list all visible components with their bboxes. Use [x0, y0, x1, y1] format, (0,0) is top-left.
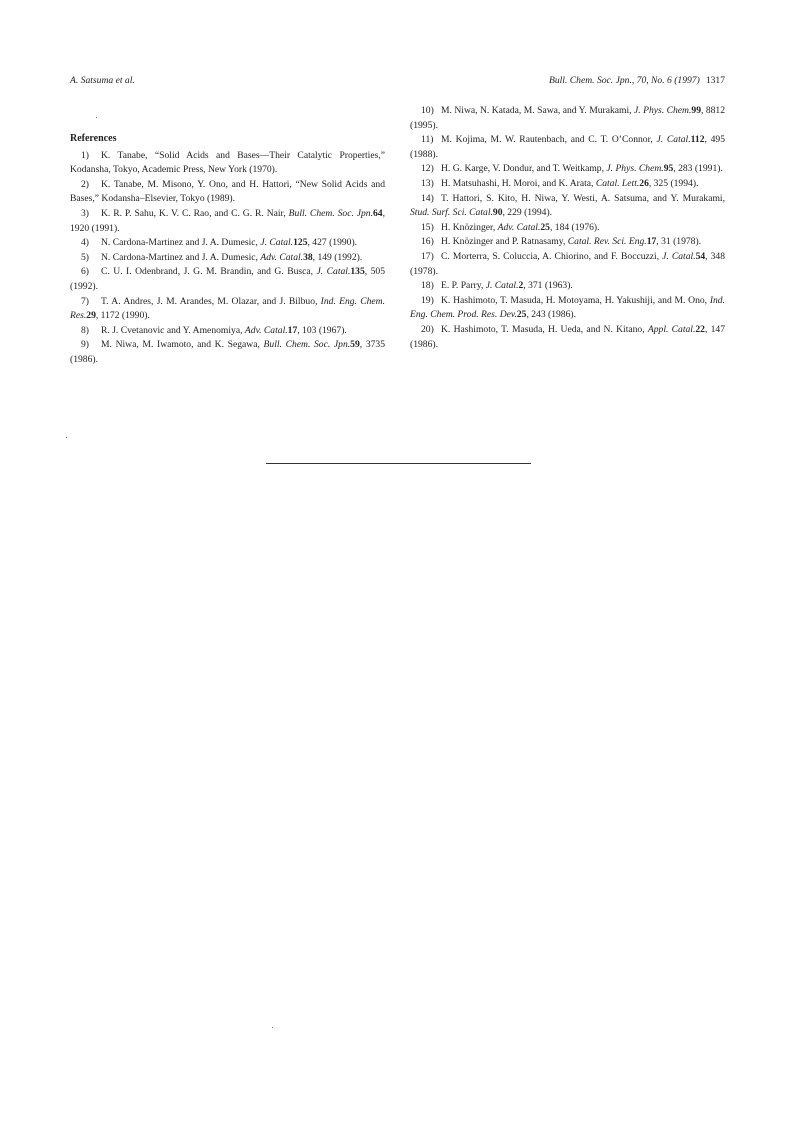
- reference-number: 12): [421, 163, 434, 175]
- reference-item: [70, 295, 385, 324]
- reference-item: [410, 250, 725, 279]
- reference-item: [410, 104, 725, 133]
- journal-citation: Bull. Chem. Soc. Jpn., 70, No. 6 (1997): [548, 75, 700, 86]
- reference-text: K. Hashimoto, T. Masuda, H. Ueda, and N. Kitano,: [441, 323, 648, 335]
- reference-number: 6): [81, 266, 89, 278]
- reference-item: [410, 221, 725, 236]
- reference-number: 3): [81, 207, 89, 219]
- reference-volume: 38: [303, 251, 313, 263]
- reference-volume: 59: [350, 339, 360, 351]
- reference-item: [410, 235, 725, 250]
- reference-number: 2): [81, 178, 89, 190]
- references-column-left: [70, 132, 385, 368]
- reference-pages: , 31 (1978).: [656, 236, 702, 248]
- references-column-right: [410, 104, 725, 352]
- reference-volume: 29: [86, 310, 96, 322]
- reference-text: K. Hashimoto, T. Masuda, H. Motoyama, H. Yakushiji, and M. Ono,: [441, 294, 710, 306]
- reference-pages: , 3735 (1986).: [70, 339, 386, 365]
- reference-volume: 99: [691, 105, 701, 116]
- reference-number: 9): [81, 339, 89, 351]
- reference-number: 15): [421, 221, 434, 233]
- reference-journal: Ind. Eng. Chem. Prod. Res. Dev.: [410, 294, 725, 321]
- reference-volume: 95: [663, 163, 674, 175]
- reference-item: [70, 236, 385, 251]
- reference-number: 8): [81, 324, 89, 336]
- reference-journal: Catal. Rev. Sci. Eng.: [567, 236, 647, 248]
- reference-pages: , 149 (1992).: [312, 251, 363, 263]
- scan-speck: [272, 1027, 273, 1028]
- reference-pages: , 505 (1992).: [70, 266, 385, 292]
- reference-text: K. Tanabe, “Solid Acids and Bases—Their Catalytic Properties,” Kodansha, Tokyo, Academic Press, New York (1970).: [70, 149, 385, 176]
- reference-item: [410, 192, 725, 221]
- reference-item: [410, 162, 725, 177]
- reference-text: T. Hattori, S. Kito, H. Niwa, Y. Westi, A. Satsuma, and Y. Murakami,: [441, 192, 725, 204]
- reference-volume: 135: [350, 266, 365, 278]
- running-head-journal: [510, 75, 725, 86]
- reference-text: N. Cardona-Martinez and J. A. Dumesic,: [101, 251, 261, 263]
- reference-number: 7): [81, 295, 89, 307]
- reference-item: [70, 251, 385, 266]
- reference-pages: , 184 (1976).: [549, 221, 600, 233]
- reference-item: [410, 279, 725, 294]
- reference-pages: , 427 (1990).: [307, 237, 358, 249]
- reference-text: H. Knözinger,: [441, 221, 498, 233]
- reference-volume: 54: [695, 250, 706, 262]
- reference-journal: Ind. Eng. Chem. Res.: [70, 295, 385, 322]
- reference-number: 5): [81, 251, 89, 263]
- reference-text: M. Niwa, M. Iwamoto, and K. Segawa,: [101, 339, 264, 351]
- reference-number: 10): [421, 105, 434, 116]
- reference-journal: J. Catal.: [662, 250, 696, 262]
- reference-journal: J. Catal.: [260, 237, 294, 249]
- reference-item: [410, 133, 725, 162]
- reference-volume: 26: [639, 177, 649, 189]
- reference-text: R. J. Cvetanovic and Y. Amenomiya,: [101, 324, 245, 336]
- reference-text: M. Kojima, M. W. Rautenbach, and C. T. O’Connor,: [441, 134, 657, 146]
- reference-number: 19): [421, 294, 434, 306]
- reference-journal: J. Phys. Chem.: [606, 163, 664, 175]
- reference-journal: Adv. Catal.: [497, 221, 541, 233]
- reference-item: [410, 323, 725, 352]
- reference-pages: , 147 (1986).: [410, 323, 726, 350]
- reference-text: C. Morterra, S. Coluccia, A. Chiorino, and F. Boccuzzi,: [441, 250, 663, 262]
- reference-number: 20): [421, 323, 434, 335]
- reference-pages: , 495 (1988).: [410, 134, 726, 160]
- reference-number: 13): [421, 177, 434, 189]
- running-head-authors: A. Satsuma et al.: [70, 75, 135, 86]
- reference-journal: Bull. Chem. Soc. Jpn.: [263, 339, 351, 351]
- reference-volume: 25: [540, 221, 550, 233]
- reference-pages: , 8812 (1995).: [410, 105, 726, 131]
- reference-item: [70, 207, 385, 236]
- reference-pages: , 325 (1994).: [648, 177, 699, 189]
- reference-text: H. Matsuhashi, H. Moroi, and K. Arata,: [441, 177, 596, 189]
- reference-item: [410, 177, 725, 192]
- reference-volume: 112: [690, 134, 705, 146]
- reference-text: K. R. P. Sahu, K. V. C. Rao, and C. G. R. Nair,: [101, 207, 289, 219]
- page-number: 1317: [705, 75, 725, 86]
- reference-number: 16): [421, 236, 434, 248]
- reference-text: H. Knözinger and P. Ratnasamy,: [441, 236, 568, 248]
- reference-journal: Bull. Chem. Soc. Jpn.: [288, 207, 373, 219]
- reference-text: M. Niwa, N. Katada, M. Sawa, and Y. Murakami,: [441, 105, 635, 116]
- reference-pages: , 283 (1991).: [673, 163, 723, 175]
- reference-journal: J. Phys. Chem.: [634, 105, 692, 116]
- scan-speck: [66, 437, 67, 438]
- reference-pages: , 103 (1967).: [297, 324, 347, 336]
- reference-text: H. G. Karge, V. Dondur, and T. Weitkamp,: [441, 163, 607, 175]
- reference-text: C. U. I. Odenbrand, J. G. M. Brandin, and G. Busca,: [101, 266, 317, 278]
- reference-volume: 25: [516, 309, 527, 321]
- end-rule: [266, 463, 531, 464]
- reference-item: [70, 338, 385, 367]
- reference-text: T. A. Andres, J. M. Arandes, M. Olazar, and J. Bilbuo,: [101, 295, 321, 307]
- reference-number: 4): [81, 237, 89, 249]
- reference-item: [410, 294, 725, 323]
- reference-journal: Appl. Catal.: [647, 323, 696, 335]
- reference-pages: , 1920 (1991).: [70, 207, 385, 234]
- reference-volume: 17: [287, 324, 298, 336]
- reference-journal: Catal. Lett.: [595, 177, 640, 189]
- reference-text: E. P. Parry,: [441, 280, 486, 292]
- reference-volume: 22: [695, 323, 705, 335]
- reference-text: N. Cardona-Martinez and J. A. Dumesic,: [101, 237, 261, 249]
- reference-pages: , 1172 (1990).: [95, 310, 150, 322]
- reference-number: 17): [421, 250, 434, 262]
- reference-journal: J. Catal.: [316, 266, 351, 278]
- reference-volume: 2: [518, 280, 524, 292]
- reference-volume: 125: [293, 237, 308, 249]
- reference-item: [70, 149, 385, 178]
- reference-journal: J. Catal.: [656, 134, 691, 146]
- reference-item: [70, 324, 385, 339]
- reference-journal: J. Catal.: [485, 280, 519, 292]
- reference-pages: , 243 (1986).: [526, 309, 576, 321]
- reference-volume: 17: [646, 236, 657, 248]
- reference-volume: 90: [492, 207, 503, 219]
- reference-journal: Stud. Surf. Sci. Catal.: [410, 207, 493, 219]
- references-heading: References: [70, 133, 117, 144]
- reference-pages: , 229 (1994).: [502, 207, 553, 219]
- reference-number: 1): [81, 149, 89, 161]
- reference-item: [70, 178, 385, 207]
- reference-number: 18): [421, 280, 434, 292]
- reference-pages: , 348 (1978).: [410, 250, 726, 277]
- reference-volume: 64: [373, 207, 383, 219]
- reference-pages: , 371 (1963).: [523, 280, 573, 292]
- reference-text: K. Tanabe, M. Misono, Y. Ono, and H. Hattori, “New Solid Acids and Bases,” Kodansha–Elsevier, Tokyo (1989).: [70, 178, 385, 205]
- scan-speck: [96, 117, 97, 118]
- reference-number: 11): [421, 134, 434, 146]
- reference-item: [70, 265, 385, 294]
- reference-number: 14): [421, 192, 434, 204]
- reference-journal: Adv. Catal.: [244, 324, 288, 336]
- reference-journal: Adv. Catal.: [260, 251, 304, 263]
